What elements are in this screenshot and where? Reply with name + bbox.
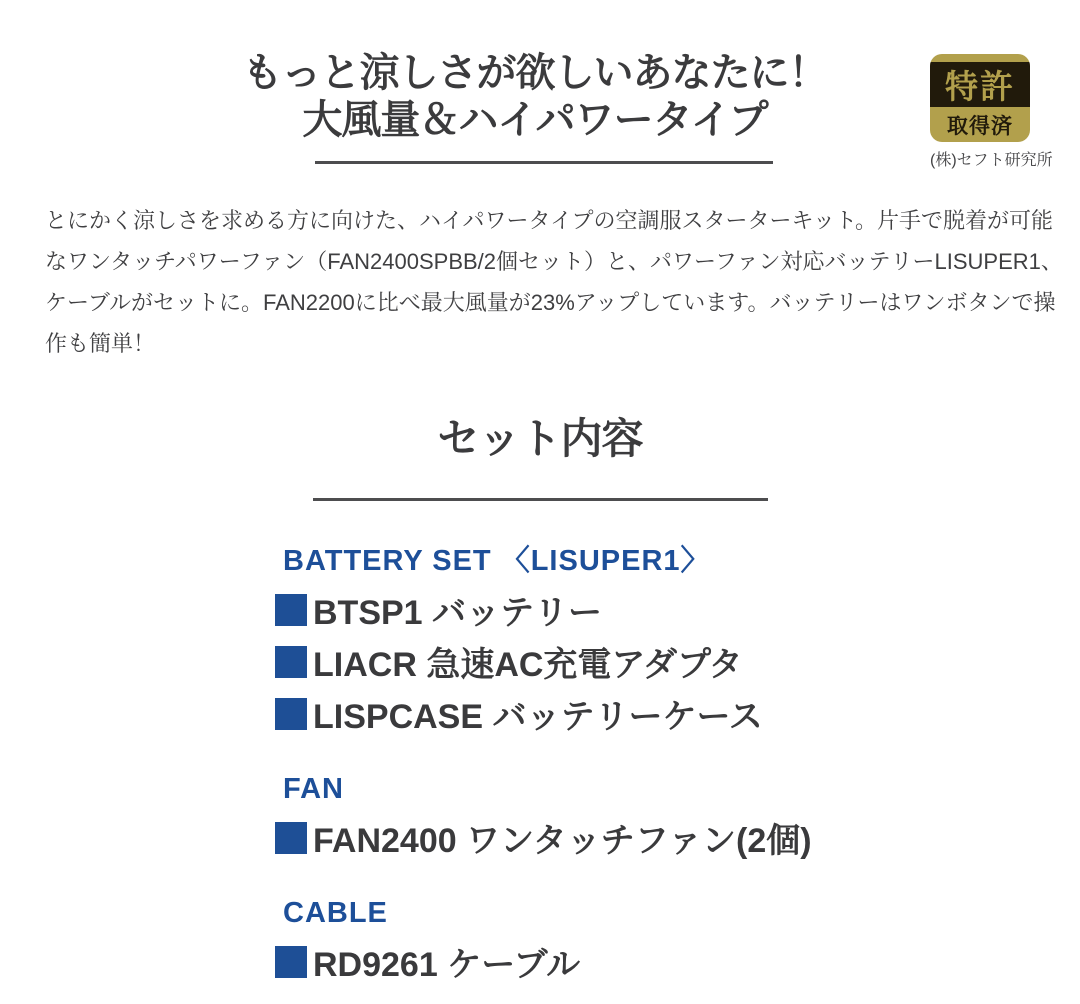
- intro-line: ケーブルがセットに。FAN2200に比べ最大風量が23%アップしています。バッテリーはワンボタンで操: [45, 290, 1056, 315]
- set-item: [275, 816, 1080, 860]
- bullet-square-icon: [275, 946, 307, 978]
- group-heading-fan: FAN: [283, 772, 344, 805]
- set-item-label: RD9261 ケーブル: [313, 946, 581, 985]
- intro-line: なワンタッチパワーファン（FAN2400SPBB/2個セット）と、パワーファン対応バッテリーLISUPER1、: [45, 249, 1063, 274]
- set-item-label: BTSP1 バッテリー: [313, 594, 603, 633]
- set-item-label: LIACR 急速AC充電アダプタ: [313, 646, 743, 685]
- header: [0, 0, 1080, 169]
- patent-holder-caption: (株)セフト研究所: [930, 152, 1053, 169]
- page-title-line2: 大風量＆ハイパワータイプ: [302, 98, 768, 142]
- page-title: [150, 50, 920, 144]
- set-item: [275, 940, 1080, 984]
- set-item: [275, 588, 1080, 632]
- bullet-square-icon: [275, 698, 307, 730]
- page-title-line1: もっと涼しさが欲しいあなたに！: [242, 51, 828, 95]
- title-underline: [315, 161, 773, 164]
- bullet-square-icon: [275, 594, 307, 626]
- set-item: [275, 640, 1080, 684]
- group-cable: [275, 896, 1080, 984]
- patent-badge-top-label: 特許: [930, 62, 1030, 107]
- group-heading-battery-set: BATTERY SET 〈LISUPER1〉: [283, 544, 711, 577]
- bullet-square-icon: [275, 646, 307, 678]
- group-heading-cable: CABLE: [283, 896, 388, 929]
- set-item-label: LISPCASE バッテリーケース: [313, 698, 763, 737]
- intro-line: 作も簡単！: [45, 331, 156, 356]
- intro-line: とにかく涼しさを求める方に向けた、ハイパワータイプの空調服スターターキット。片手で脱着が可能: [45, 208, 1054, 233]
- patent-badge-bottom-label: 取得済: [947, 114, 1013, 138]
- group-battery-set: [275, 544, 1080, 736]
- set-contents-underline: [313, 498, 768, 501]
- patent-badge-icon: [930, 54, 1030, 142]
- set-item: [275, 692, 1080, 736]
- bullet-square-icon: [275, 822, 307, 854]
- group-fan: [275, 772, 1080, 860]
- patent-badge: [930, 54, 1053, 170]
- set-item-label: FAN2400 ワンタッチファン(2個): [313, 822, 812, 861]
- intro-paragraph: [45, 200, 1080, 364]
- set-contents-list: [275, 544, 1080, 984]
- set-contents-title: セット内容: [437, 415, 643, 462]
